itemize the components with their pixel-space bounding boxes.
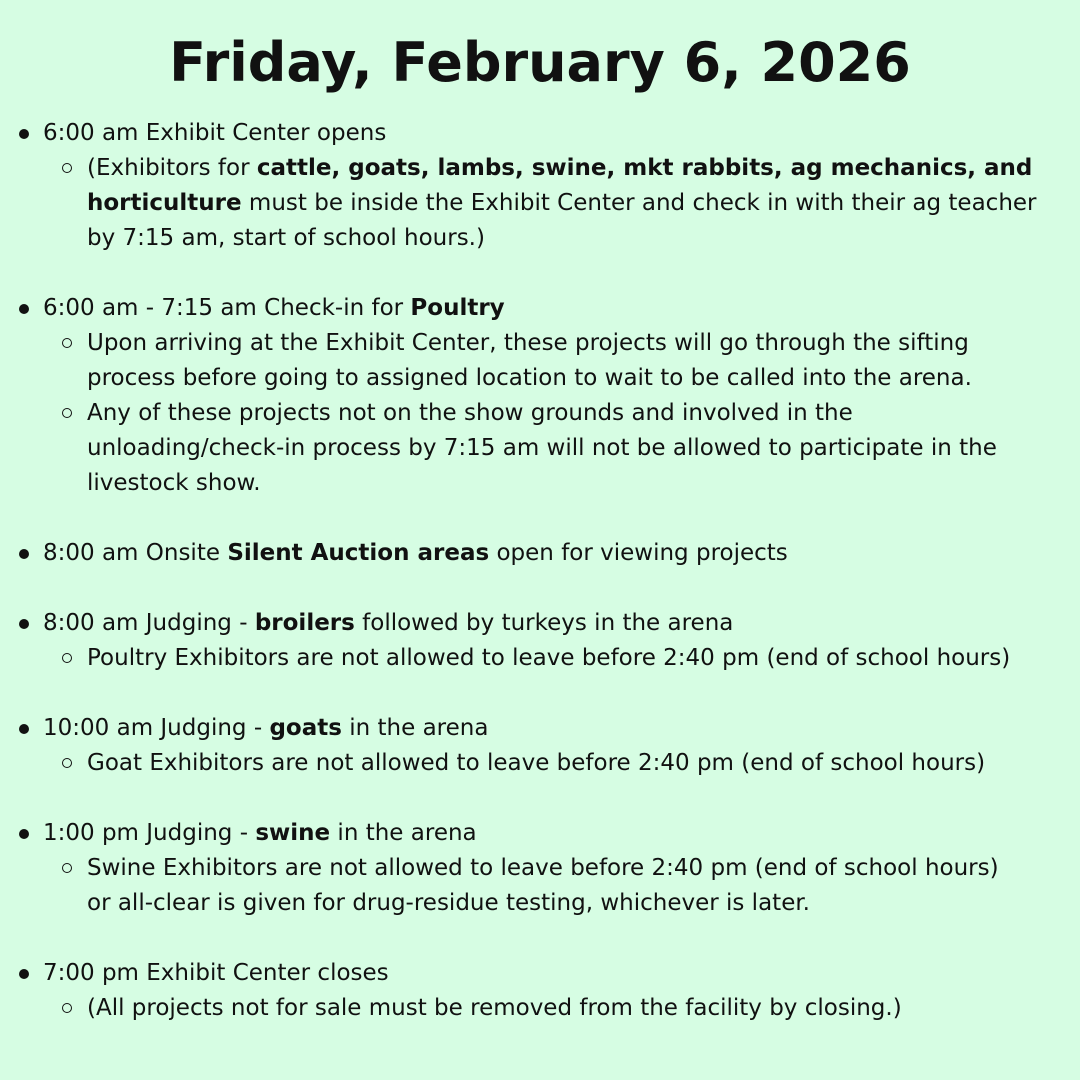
sub-item-line <box>87 326 1066 361</box>
text-segment: 10:00 am Judging - <box>43 715 270 741</box>
bullet-dot-icon <box>19 724 29 734</box>
text-segment: 8:00 am Judging - <box>43 610 255 636</box>
sub-list-item <box>0 151 1080 256</box>
sub-item-line <box>87 221 1066 256</box>
text-segment: in the arena <box>330 820 477 846</box>
bold-text: Silent Auction areas <box>227 540 490 566</box>
bullet-dot-icon <box>19 969 29 979</box>
text-segment: Poultry Exhibitors are not allowed to leave before 2:40 pm (end of school hours) <box>87 645 1011 671</box>
bold-text: horticulture <box>87 190 242 216</box>
sub-item-line <box>87 886 1066 921</box>
schedule-item <box>0 606 1080 676</box>
bullet-dot-icon <box>19 304 29 314</box>
schedule-item-heading <box>0 291 1080 326</box>
text-segment: Upon arriving at the Exhibit Center, these projects will go through the sifting <box>87 330 969 356</box>
schedule-item <box>0 956 1080 1026</box>
sub-item-line <box>87 746 1066 781</box>
text-segment: in the arena <box>341 715 489 741</box>
sub-list <box>0 641 1080 676</box>
text-segment: must be inside the Exhibit Center and check in with their ag teacher <box>241 190 1037 216</box>
sub-list-item <box>0 396 1080 501</box>
text-segment: followed by turkeys in the arena <box>354 610 734 636</box>
text-segment: Goat Exhibitors are not allowed to leave before 2:40 pm (end of school hours) <box>87 750 986 776</box>
schedule-item-heading <box>0 116 1080 151</box>
text-segment: 1:00 pm Judging - <box>43 820 256 846</box>
schedule-item-heading <box>0 711 1080 746</box>
sub-list-item <box>0 641 1080 676</box>
text-segment: (All projects not for sale must be removed from the facility by closing.) <box>87 995 902 1021</box>
hollow-bullet-icon <box>62 408 72 418</box>
bullet-dot-icon <box>19 549 29 559</box>
sub-list <box>0 851 1080 921</box>
sub-item-line <box>87 361 1066 396</box>
bold-text: broilers <box>254 610 355 636</box>
hollow-bullet-icon <box>62 338 72 348</box>
sub-list <box>0 326 1080 501</box>
hollow-bullet-icon <box>62 653 72 663</box>
text-segment: 7:00 pm Exhibit Center closes <box>43 960 389 986</box>
text-segment: Swine Exhibitors are not allowed to leave before 2:40 pm (end of school hours) <box>87 855 999 881</box>
text-segment: livestock show. <box>87 470 261 496</box>
bold-text: cattle, goats, lambs, swine, mkt rabbits, ag mechanics, and <box>256 155 1033 181</box>
schedule-item <box>0 816 1080 921</box>
bold-text: Poultry <box>410 295 505 321</box>
schedule-item <box>0 536 1080 571</box>
schedule-list <box>0 116 1080 1061</box>
text-segment: open for viewing projects <box>489 540 788 566</box>
schedule-item <box>0 116 1080 256</box>
schedule-item-heading <box>0 536 1080 571</box>
sub-item-line <box>87 151 1066 186</box>
hollow-bullet-icon <box>62 1003 72 1013</box>
sub-item-line <box>87 466 1066 501</box>
text-segment: 8:00 am Onsite <box>43 540 228 566</box>
schedule-item-heading <box>0 816 1080 851</box>
bold-text: swine <box>255 820 331 846</box>
bullet-dot-icon <box>19 829 29 839</box>
sub-item-line <box>87 431 1066 466</box>
sub-item-line <box>87 396 1066 431</box>
text-segment: 6:00 am Exhibit Center opens <box>43 120 387 146</box>
sub-list-item <box>0 851 1080 921</box>
sub-item-line <box>87 851 1066 886</box>
sub-list <box>0 151 1080 256</box>
schedule-item <box>0 291 1080 501</box>
sub-list <box>0 746 1080 781</box>
text-segment: unloading/check-in process by 7:15 am will not be allowed to participate in the <box>87 435 997 461</box>
sub-list-item <box>0 326 1080 396</box>
bold-text: goats <box>269 715 342 741</box>
text-segment: or all-clear is given for drug-residue testing, whichever is later. <box>87 890 810 916</box>
sub-item-line <box>87 991 1066 1026</box>
schedule-item-heading <box>0 606 1080 641</box>
sub-list-item <box>0 746 1080 781</box>
page-title: Friday, February 6, 2026 <box>169 31 911 94</box>
bullet-dot-icon <box>19 129 29 139</box>
text-segment: by 7:15 am, start of school hours.) <box>87 225 485 251</box>
text-segment: 6:00 am - 7:15 am Check-in for <box>43 295 411 321</box>
schedule-item-heading <box>0 956 1080 991</box>
hollow-bullet-icon <box>62 758 72 768</box>
sub-item-line <box>87 186 1066 221</box>
bullet-dot-icon <box>19 619 29 629</box>
text-segment: (Exhibitors for <box>87 155 257 181</box>
hollow-bullet-icon <box>62 163 72 173</box>
schedule-item <box>0 711 1080 781</box>
sub-list-item <box>0 991 1080 1026</box>
sub-list <box>0 991 1080 1026</box>
text-segment: process before going to assigned location to wait to be called into the arena. <box>87 365 972 391</box>
text-segment: Any of these projects not on the show grounds and involved in the <box>87 400 853 426</box>
hollow-bullet-icon <box>62 863 72 873</box>
sub-item-line <box>87 641 1066 676</box>
